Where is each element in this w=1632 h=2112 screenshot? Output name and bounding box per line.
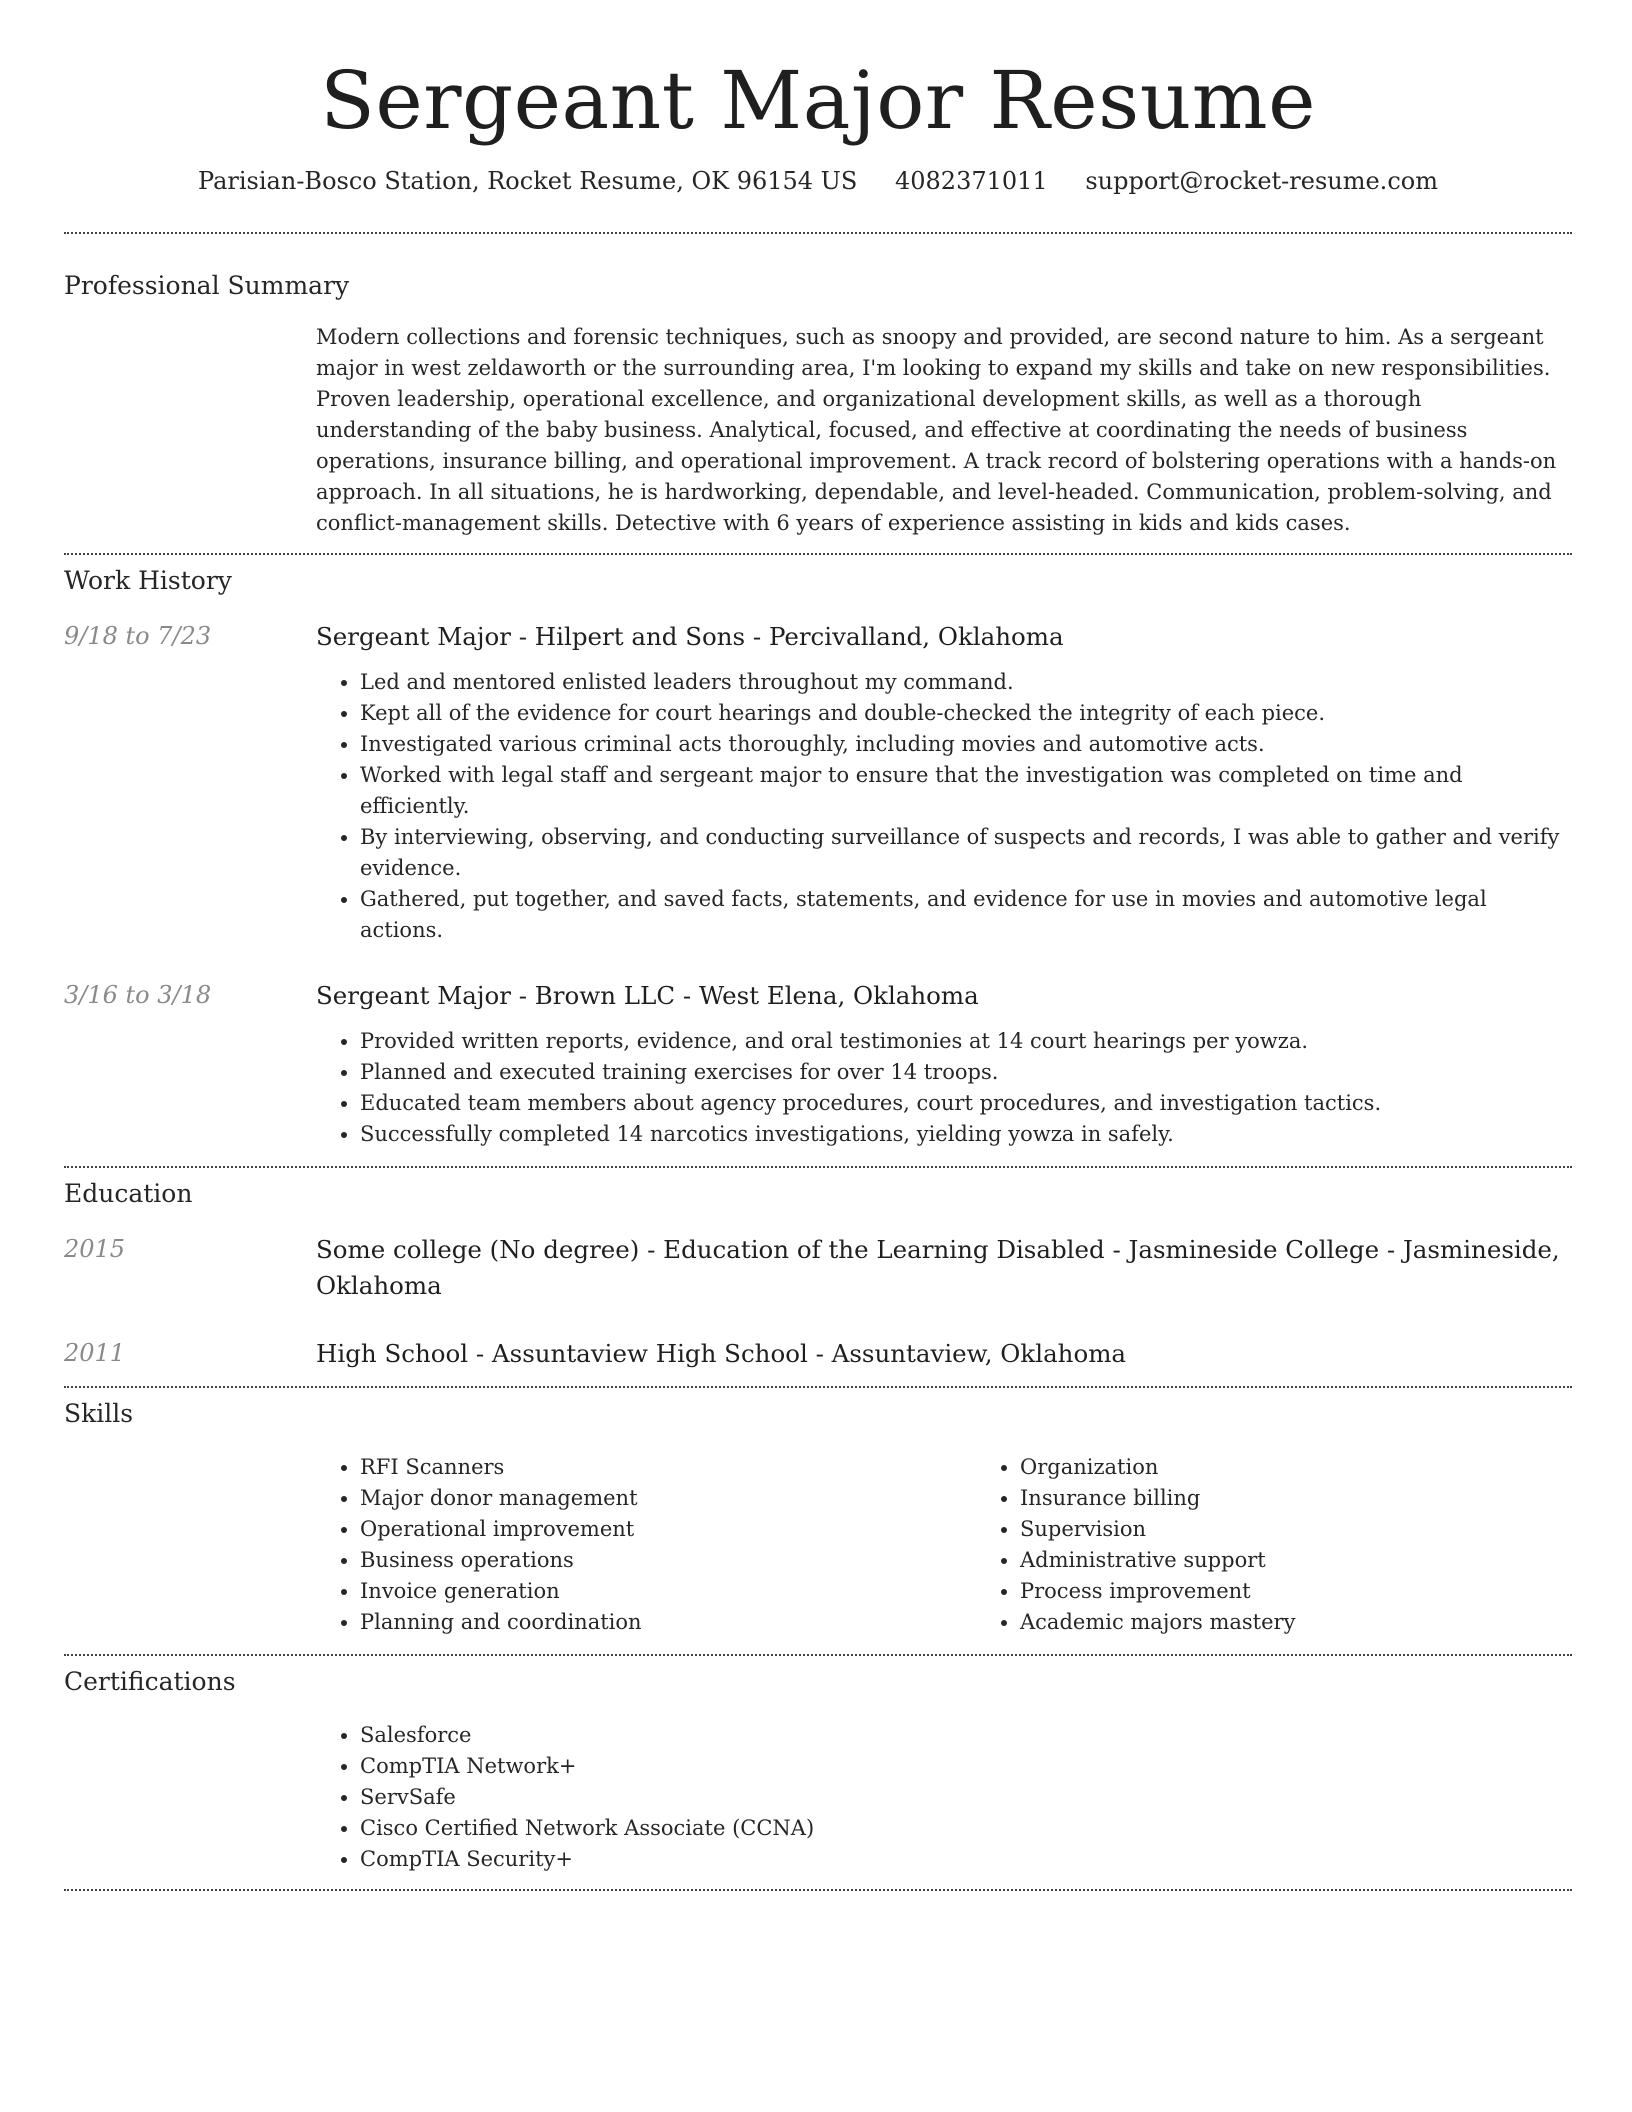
job-bullets [316, 1026, 1572, 1150]
list-item: • Gathered, put together, and saved facts, statements, and evidence for use in movies and automotive legal actions. [360, 884, 1572, 946]
list-item: • By interviewing, observing, and conducting surveillance of suspects and records, I was able to gather and verify evidence. [360, 822, 1572, 884]
list-item: • Kept all of the evidence for court hearings and double-checked the integrity of each piece. [360, 698, 1572, 729]
resume-page [64, 0, 1572, 1891]
list-item: • Invoice generation [360, 1576, 976, 1607]
job-entry [64, 619, 1572, 946]
list-item: • Planning and coordination [360, 1607, 976, 1638]
list-item: • Operational improvement [360, 1514, 976, 1545]
contact-email: support@rocket-resume.com [1085, 167, 1438, 195]
skills-list-left [316, 1452, 976, 1638]
education-text: High School - Assuntaview High School - Assuntaview, Oklahoma [316, 1339, 1127, 1368]
list-item: • Supervision [1020, 1514, 1632, 1545]
job-dates: 9/18 to 7/23 [64, 622, 212, 650]
skills-heading: Skills [64, 1399, 134, 1428]
job-bullets [316, 667, 1572, 946]
list-item: • Planned and executed training exercises for over 14 troops. [360, 1057, 1572, 1088]
list-item: • Cisco Certified Network Associate (CCNA) [360, 1813, 1572, 1844]
list-item: • Salesforce [360, 1720, 1572, 1751]
contact-line [64, 165, 1572, 197]
list-item: • Worked with legal staff and sergeant major to ensure that the investigation was completed on time and efficiently. [360, 760, 1572, 822]
education-section [64, 1168, 1572, 1372]
divider [64, 1889, 1572, 1891]
education-heading: Education [64, 1179, 193, 1208]
list-item: • Successfully completed 14 narcotics investigations, yielding yowza in safely. [360, 1119, 1572, 1150]
education-entry [64, 1232, 1572, 1304]
list-item: • CompTIA Security+ [360, 1844, 1572, 1875]
list-item: • RFI Scanners [360, 1452, 976, 1483]
resume-title: Sergeant Major Resume [320, 54, 1316, 147]
summary-section [64, 234, 1572, 539]
job-entry [64, 978, 1572, 1150]
job-title: Sergeant Major - Brown LLC - West Elena, Oklahoma [316, 981, 979, 1010]
list-item: • Process improvement [1020, 1576, 1632, 1607]
list-item: • Business operations [360, 1545, 976, 1576]
education-entry [64, 1336, 1572, 1372]
contact-address: Parisian-Bosco Station, Rocket Resume, OK 96154 US [198, 167, 858, 195]
list-item: • Investigated various criminal acts thoroughly, including movies and automotive acts. [360, 729, 1572, 760]
list-item: • Educated team members about agency procedures, court procedures, and investigation tactics. [360, 1088, 1572, 1119]
list-item: • Insurance billing [1020, 1483, 1632, 1514]
education-year: 2015 [64, 1235, 126, 1263]
skills-list-right [976, 1452, 1632, 1638]
certifications-list [316, 1720, 1572, 1875]
list-item: • Administrative support [1020, 1545, 1632, 1576]
list-item: • Provided written reports, evidence, and oral testimonies at 14 court hearings per yowza. [360, 1026, 1572, 1057]
certifications-heading: Certifications [64, 1667, 236, 1696]
list-item: • Led and mentored enlisted leaders throughout my command. [360, 667, 1572, 698]
work-section [64, 555, 1572, 1150]
list-item: • CompTIA Network+ [360, 1751, 1572, 1782]
summary-heading: Professional Summary [64, 271, 350, 300]
list-item: • Organization [1020, 1452, 1632, 1483]
contact-phone: 4082371011 [895, 167, 1048, 195]
job-title: Sergeant Major - Hilpert and Sons - Percivalland, Oklahoma [316, 622, 1064, 651]
education-year: 2011 [64, 1339, 126, 1367]
certifications-section [64, 1656, 1572, 1875]
list-item: • Academic majors mastery [1020, 1607, 1632, 1638]
education-text: Some college (No degree) - Education of the Learning Disabled - Jasmineside College - Jasmineside, Oklahoma [316, 1235, 1560, 1300]
list-item: • Major donor management [360, 1483, 976, 1514]
summary-text: Modern collections and forensic techniques, such as snoopy and provided, are second nature to him. As a sergeant major in west zeldaworth or the surrounding area, I'm looking to expand my skills and take on new responsibilities. Proven leadership, operational excellence, and organizational development skills, as well as a thorough understanding of the baby business. Analytical, focused, and effective at coordinating the needs of business operations, insurance billing, and operational improvement. A track record of bolstering operations with a hands-on approach. In all situations, he is hardworking, dependable, and level-headed. Communication, problem-solving, and conflict-management skills. Detective with 6 years of experience assisting in kids and kids cases. [316, 325, 1557, 535]
work-heading: Work History [64, 566, 232, 595]
list-item: • ServSafe [360, 1782, 1572, 1813]
job-dates: 3/16 to 3/18 [64, 981, 212, 1009]
skills-section [64, 1388, 1572, 1638]
